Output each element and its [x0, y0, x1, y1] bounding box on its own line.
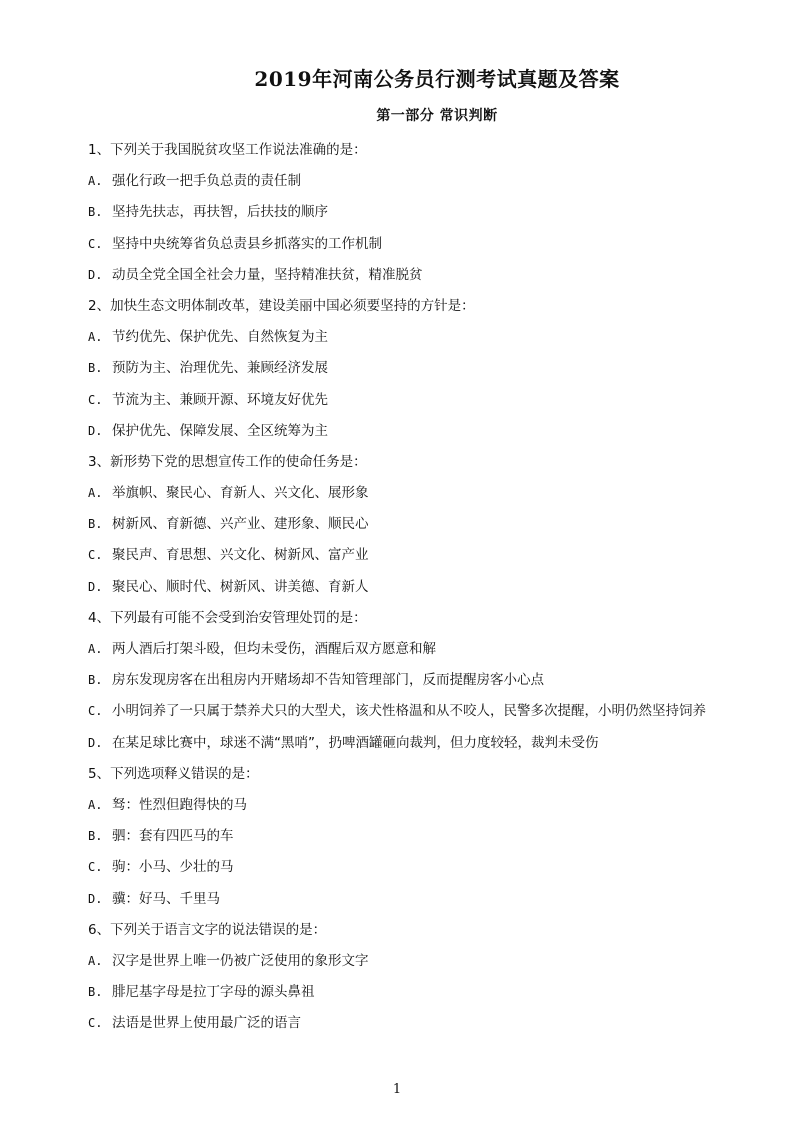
option-text: 骥：好马、千里马 — [112, 890, 220, 907]
option-text: 坚持中央统筹省负总责县乡抓落实的工作机制 — [112, 235, 382, 252]
option-letter: C. — [88, 1016, 103, 1031]
answer-option — [88, 265, 748, 296]
section-heading: 第一部分 常识判断 — [376, 108, 498, 124]
option-text: 强化行政一把手负总责的责任制 — [112, 173, 301, 190]
answer-option — [88, 733, 748, 764]
option-letter: A. — [88, 797, 103, 812]
answer-option — [88, 826, 748, 857]
option-text: 聚民心、顺时代、树新风、讲美德、育新人 — [112, 578, 369, 595]
question-stem: 3、新形势下党的思想宣传工作的使命任务是： — [88, 453, 367, 470]
answer-option — [88, 202, 748, 233]
option-letter: A. — [88, 174, 103, 189]
answer-option — [88, 670, 748, 701]
option-text: 汉字是世界上唯一仍被广泛使用的象形文字 — [112, 952, 369, 969]
answer-option — [88, 514, 748, 545]
answer-option — [88, 982, 748, 1013]
option-letter: A. — [88, 953, 103, 968]
question-stem: 1、下列关于我国脱贫攻坚工作说法准确的是： — [88, 142, 367, 158]
option-letter: A. — [88, 642, 103, 656]
answer-option — [88, 1013, 748, 1044]
option-letter: D. — [88, 423, 103, 438]
option-letter: C. — [88, 704, 103, 719]
option-text: 小明饲养了一只属于禁养犬只的大型犬，该犬性格温和从不咬人，民警多次提醒，小明仍然坚持饲养 — [112, 703, 706, 720]
answer-option — [88, 577, 748, 608]
option-letter: A. — [88, 330, 103, 345]
option-text: 动员全党全国全社会力量，坚持精准扶贫，精准脱贫 — [112, 266, 423, 283]
page-number: 1 — [392, 1082, 402, 1097]
option-letter: D. — [88, 579, 103, 594]
option-letter: B. — [88, 985, 103, 1000]
option-letter: D. — [88, 891, 103, 906]
option-text: 预防为主、治理优先、兼顾经济发展 — [112, 360, 328, 377]
question-list — [88, 140, 748, 1044]
answer-option — [88, 234, 748, 265]
option-letter: C. — [88, 860, 103, 875]
option-letter: C. — [88, 392, 103, 407]
answer-option — [88, 639, 748, 670]
answer-option — [88, 327, 748, 358]
answer-option — [88, 483, 748, 514]
option-letter: D. — [88, 735, 103, 750]
option-letter: D. — [88, 267, 103, 282]
option-letter: B. — [88, 517, 103, 532]
option-text: 在某足球比赛中，球迷不满“黑哨”，扔啤酒罐砸向裁判，但力度较轻，裁判未受伤 — [112, 734, 599, 751]
option-text: 聚民声、育思想、兴文化、树新风、富产业 — [112, 547, 369, 564]
option-text: 节流为主、兼顾开源、环境友好优先 — [112, 391, 328, 408]
answer-option — [88, 701, 748, 732]
question-stem: 2、加快生态文明体制改革，建设美丽中国必须要坚持的方针是： — [88, 297, 475, 314]
option-text: 坚持先扶志，再扶智，后扶技的顺序 — [112, 204, 328, 221]
option-text: 驷：套有四匹马的车 — [112, 828, 234, 845]
option-letter: C. — [88, 548, 103, 563]
option-text: 驹：小马、少壮的马 — [112, 859, 234, 876]
option-letter: C. — [88, 236, 103, 251]
option-letter: A. — [88, 486, 103, 501]
option-text: 节约优先、保护优先、自然恢复为主 — [112, 329, 328, 346]
document-title: 2019年河南公务员行测考试真题及答案 — [254, 67, 620, 91]
option-text: 保护优先、保障发展、全区统筹为主 — [112, 422, 328, 439]
option-text: 驽：性烈但跑得快的马 — [112, 796, 247, 813]
option-letter: B. — [88, 361, 103, 376]
option-letter: B. — [88, 673, 103, 688]
option-text: 树新风、育新德、兴产业、建形象、顺民心 — [112, 516, 369, 533]
option-text: 腓尼基字母是拉丁字母的源头鼻祖 — [112, 984, 315, 1001]
question-stem: 6、下列关于语言文字的说法错误的是： — [88, 921, 327, 938]
answer-option — [88, 171, 748, 202]
answer-option — [88, 889, 748, 920]
option-text: 两人酒后打架斗殴，但均未受伤，酒醒后双方愿意和解 — [112, 641, 436, 657]
question-stem: 5、下列选项释义错误的是： — [88, 765, 259, 782]
option-letter: B. — [88, 829, 103, 844]
option-letter: B. — [88, 205, 103, 220]
option-text: 举旗帜、聚民心、育新人、兴文化、展形象 — [112, 485, 369, 502]
answer-option — [88, 358, 748, 389]
answer-option — [88, 545, 748, 576]
answer-option — [88, 421, 748, 452]
answer-option — [88, 390, 748, 421]
option-text: 房东发现房客在出租房内开赌场却不告知管理部门，反而提醒房客小心点 — [112, 672, 544, 689]
answer-option — [88, 795, 748, 826]
answer-option — [88, 951, 748, 982]
question-stem: 4、下列最有可能不会受到治安管理处罚的是： — [88, 609, 367, 626]
answer-option — [88, 857, 748, 888]
option-text: 法语是世界上使用最广泛的语言 — [112, 1015, 301, 1032]
